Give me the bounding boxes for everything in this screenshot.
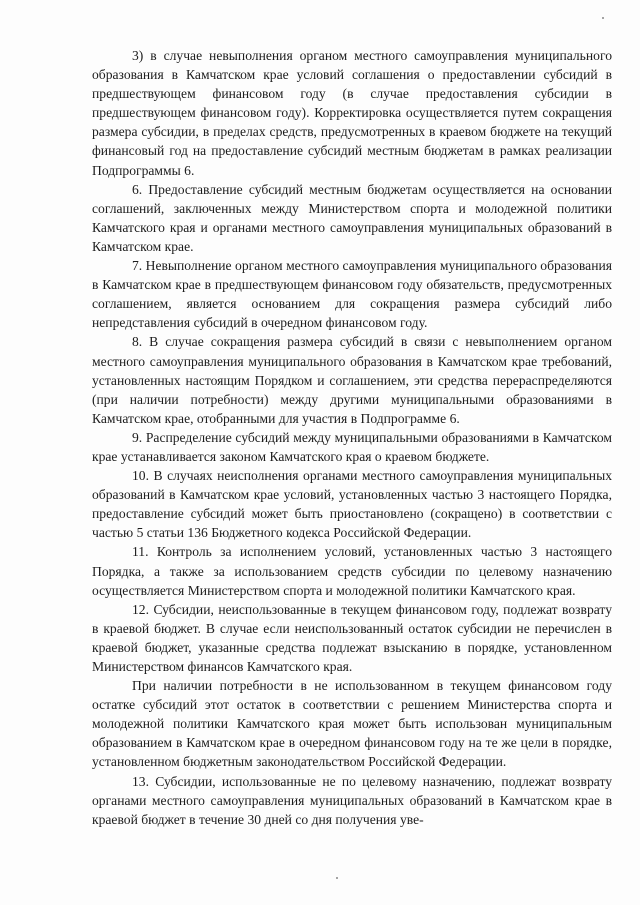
paragraph-12-continuation: При наличии потребности в не использованном в текущем финансовом году остатке субсидий этот остаток в соответствии с решением Министерства спорта и молодежной политики Камчатского края может быть использован муниципальным образованием в Камчатском крае в очередном финансовом году на те же цели в порядке, установленном бюджетным законодательством Российской Федерации. bbox=[92, 678, 612, 770]
scan-speck bbox=[602, 17, 604, 19]
paragraph-3-item: 3) в случае невыполнения органом местного самоуправления муниципального образования в Камчатском крае условий соглашения о предоставлении субсидий в предшествующем финансовом году (в случае предоставления субсидии в предшествующем финансовом году). Корректировка осуществляется путем сокращения размера субсидии, в пределах средств, предусмотренных в краевом бюджете на текущий финансовый год на предоставление субсидий местным бюджетам в рамках реализации Подпрограммы 6. bbox=[92, 48, 612, 178]
document-body bbox=[92, 46, 612, 829]
paragraph-11: 11. Контроль за исполнением условий, установленных частью 3 настоящего Порядка, а также за использованием средств субсидии по целевому назначению осуществляется Министерством спорта и молодежной политики Камчатского края. bbox=[92, 544, 612, 598]
paragraph-8: 8. В случае сокращения размера субсидий в связи с невыполнением органом местного самоуправления муниципального образования в Камчатском крае требований, установленных настоящим Порядком и соглашением, эти средства перераспределяются (при наличии потребности) между другими муниципальными образованиями в Камчатском крае, отобранными для участия в Подпрограмме 6. bbox=[92, 334, 612, 426]
paragraph-9: 9. Распределение субсидий между муниципальными образованиями в Камчатском крае устанавливается законом Камчатского края о краевом бюджете. bbox=[92, 429, 612, 464]
paragraph-6: 6. Предоставление субсидий местным бюджетам осуществляется на основании соглашений, заключенных между Министерством спорта и молодежной политики Камчатского края и органами местного самоуправления муниципальных образований в Камчатском крае. bbox=[92, 181, 612, 254]
paragraph-12: 12. Субсидии, неиспользованные в текущем финансовом году, подлежат возврату в краевой бюджет. В случае если неиспользованный остаток субсидии не перечислен в краевой бюджет, указанные средства подлежат взысканию в порядке, установленном Министерством финансов Камчатского края. bbox=[92, 601, 612, 674]
scan-speck bbox=[336, 877, 338, 879]
paragraph-7: 7. Невыполнение органом местного самоуправления муниципального образования в Камчатском крае в предшествующем финансовом году обязательств, предусмотренных соглашением, является основанием для сокращения размера субсидий либо непредставления субсидий в очередном финансовом году. bbox=[92, 258, 612, 331]
paragraph-10: 10. В случаях неисполнения органами местного самоуправления муниципальных образований в Камчатском крае условий, установленных частью 3 настоящего Порядка, предоставление субсидий может быть приостановлено (сокращено) в соответствии с частью 5 статьи 136 Бюджетного кодекса Российской Федерации. bbox=[92, 468, 612, 541]
paragraph-13: 13. Субсидии, использованные не по целевому назначению, подлежат возврату органами местного самоуправления муниципальных образований в Камчатском крае в краевой бюджет в течение 30 дней со дня получения уве- bbox=[92, 773, 612, 827]
